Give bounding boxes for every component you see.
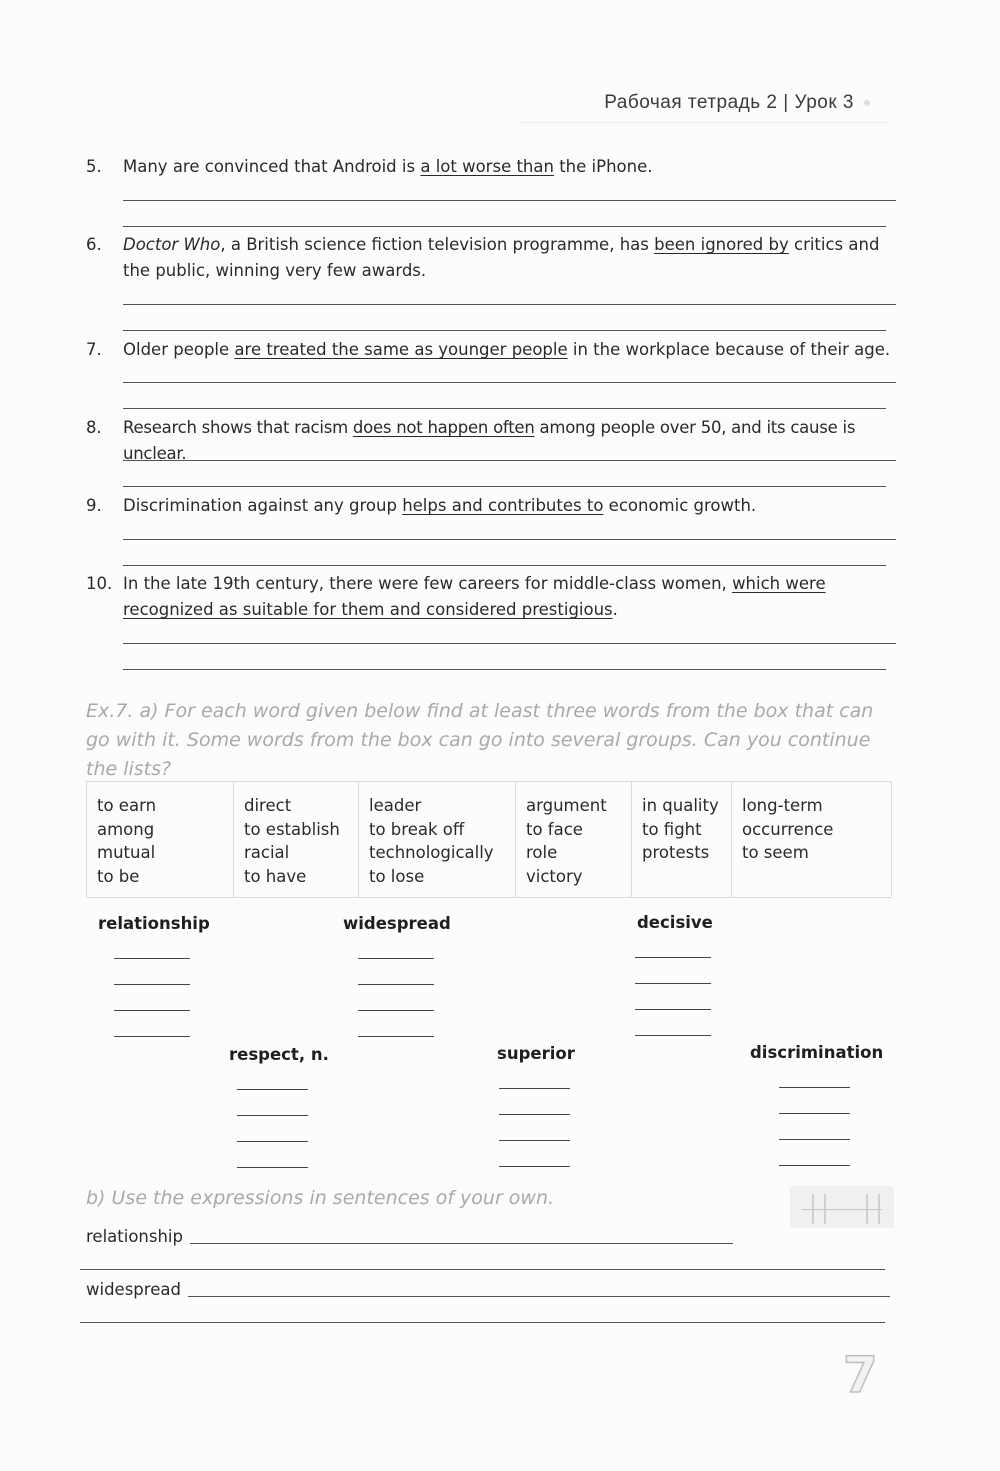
item-text: In the late 19th century, there were few careers for middle-class women, which were recognized as suitable for them and considered prestigious.	[123, 574, 826, 619]
word-box-column	[632, 782, 732, 897]
decorative-bar-icon	[790, 1186, 894, 1228]
box-word: to face	[526, 819, 583, 839]
group-heading-discrimination: discrimination	[750, 1043, 884, 1062]
blank-line[interactable]	[499, 1088, 570, 1089]
header-rule	[520, 122, 890, 123]
blank-line[interactable]	[499, 1166, 570, 1167]
group-heading-widespread: widespread	[343, 914, 451, 933]
answer-line[interactable]	[123, 460, 896, 461]
word-box-column	[87, 782, 234, 897]
underlined-phrase: which were recognized as suitable for them and considered prestigious	[123, 574, 826, 619]
blank-line[interactable]	[635, 983, 711, 984]
blank-line[interactable]	[779, 1113, 850, 1114]
box-word: leader	[369, 796, 422, 815]
group-heading-superior: superior	[497, 1044, 575, 1063]
answer-line[interactable]	[123, 486, 886, 487]
page-number: 7	[843, 1346, 878, 1404]
blank-line[interactable]	[114, 958, 190, 959]
word-box-column	[732, 782, 891, 897]
blank-line[interactable]	[358, 1036, 434, 1037]
box-word: in quality	[642, 796, 719, 815]
box-word: victory	[526, 867, 583, 887]
answer-line[interactable]	[123, 226, 886, 227]
blank-line[interactable]	[779, 1139, 850, 1140]
blank-line[interactable]	[779, 1165, 850, 1166]
answer-line[interactable]	[188, 1296, 890, 1297]
exercise-title: Ex.7. a) For each word given below find at least three words from the box that can go with it. Some words from the box can go into several groups. Can you continue the lists?	[86, 700, 874, 780]
answer-line[interactable]	[123, 408, 886, 409]
box-word: role	[526, 843, 558, 863]
item-text: Doctor Who, a British science fiction television programme, has been ignored by critics and the public, winning very few awards.	[123, 235, 880, 280]
answer-line[interactable]	[123, 200, 896, 201]
blank-line[interactable]	[499, 1140, 570, 1141]
answer-line[interactable]	[123, 669, 886, 670]
underlined-phrase: helps and contributes to	[402, 496, 604, 515]
box-word: to lose	[369, 867, 425, 887]
blank-line[interactable]	[635, 1035, 711, 1036]
underlined-phrase: a lot worse than	[420, 157, 554, 176]
answer-line[interactable]	[123, 539, 896, 540]
answer-line[interactable]	[123, 643, 896, 644]
box-word: technologically	[369, 843, 494, 863]
box-word: argument	[526, 796, 607, 815]
part-b-title: b) Use the expressions in sentences of your own.	[86, 1187, 555, 1209]
item-number: 7.	[86, 340, 102, 359]
box-word: to establish	[244, 819, 340, 839]
answer-line[interactable]	[190, 1243, 733, 1244]
blank-line[interactable]	[358, 958, 434, 959]
box-word: to break off	[369, 819, 465, 839]
blank-line[interactable]	[358, 1010, 434, 1011]
underlined-phrase: been ignored by	[654, 235, 789, 254]
box-word: protests	[642, 843, 710, 863]
answer-line[interactable]	[123, 565, 886, 566]
word-box-column	[516, 782, 632, 897]
blank-line[interactable]	[114, 1036, 190, 1037]
box-word: to earn	[97, 796, 157, 815]
box-word: mutual	[97, 843, 156, 863]
answer-line[interactable]	[80, 1322, 885, 1323]
group-heading-decisive: decisive	[637, 913, 713, 932]
answer-line[interactable]	[123, 382, 896, 383]
blank-line[interactable]	[114, 1010, 190, 1011]
word-box-column	[234, 782, 359, 897]
blank-line[interactable]	[237, 1167, 308, 1168]
page-header	[0, 92, 870, 114]
answer-line[interactable]	[80, 1269, 885, 1270]
item-text: Research shows that racism does not happen often among people over 50, and its cause is unclear.	[123, 418, 856, 463]
item-text: Many are convinced that Android is a lot worse than the iPhone.	[123, 157, 653, 176]
group-heading-relationship: relationship	[98, 914, 210, 933]
blank-line[interactable]	[499, 1114, 570, 1115]
label-relationship: relationship	[86, 1227, 183, 1246]
answer-line[interactable]	[123, 330, 886, 331]
box-word: long-term	[742, 796, 823, 815]
blank-line[interactable]	[237, 1115, 308, 1116]
word-box	[86, 781, 892, 898]
blank-line[interactable]	[114, 984, 190, 985]
box-word: to fight	[642, 819, 702, 839]
word-box-column	[359, 782, 516, 897]
underlined-phrase: are treated the same as younger people	[234, 340, 568, 359]
blank-line[interactable]	[237, 1141, 308, 1142]
box-word: among	[97, 819, 155, 839]
box-word: to seem	[742, 843, 809, 863]
underlined-phrase: does not happen often	[352, 418, 535, 437]
box-word: to be	[97, 867, 140, 887]
blank-line[interactable]	[635, 957, 711, 958]
box-word: racial	[244, 843, 290, 863]
item-number: 10.	[86, 574, 113, 593]
blank-line[interactable]	[237, 1089, 308, 1090]
label-widespread: widespread	[86, 1280, 181, 1299]
blank-line[interactable]	[635, 1009, 711, 1010]
bullet-icon	[864, 100, 870, 106]
item-number: 8.	[86, 418, 102, 437]
item-text: Older people are treated the same as younger people in the workplace because of their age.	[123, 340, 891, 359]
box-word: direct	[244, 796, 292, 815]
header-title: Рабочая тетрадь 2 | Урок 3	[604, 92, 854, 113]
item-text: Discrimination against any group helps and contributes to economic growth.	[123, 496, 757, 515]
box-word: to have	[244, 867, 307, 887]
group-heading-respect: respect, n.	[229, 1045, 329, 1064]
box-word: occurrence	[742, 819, 834, 839]
blank-line[interactable]	[358, 984, 434, 985]
item-number: 5.	[86, 157, 102, 176]
item-number: 9.	[86, 496, 102, 515]
item-number: 6.	[86, 235, 102, 254]
answer-line[interactable]	[123, 304, 896, 305]
blank-line[interactable]	[779, 1087, 850, 1088]
